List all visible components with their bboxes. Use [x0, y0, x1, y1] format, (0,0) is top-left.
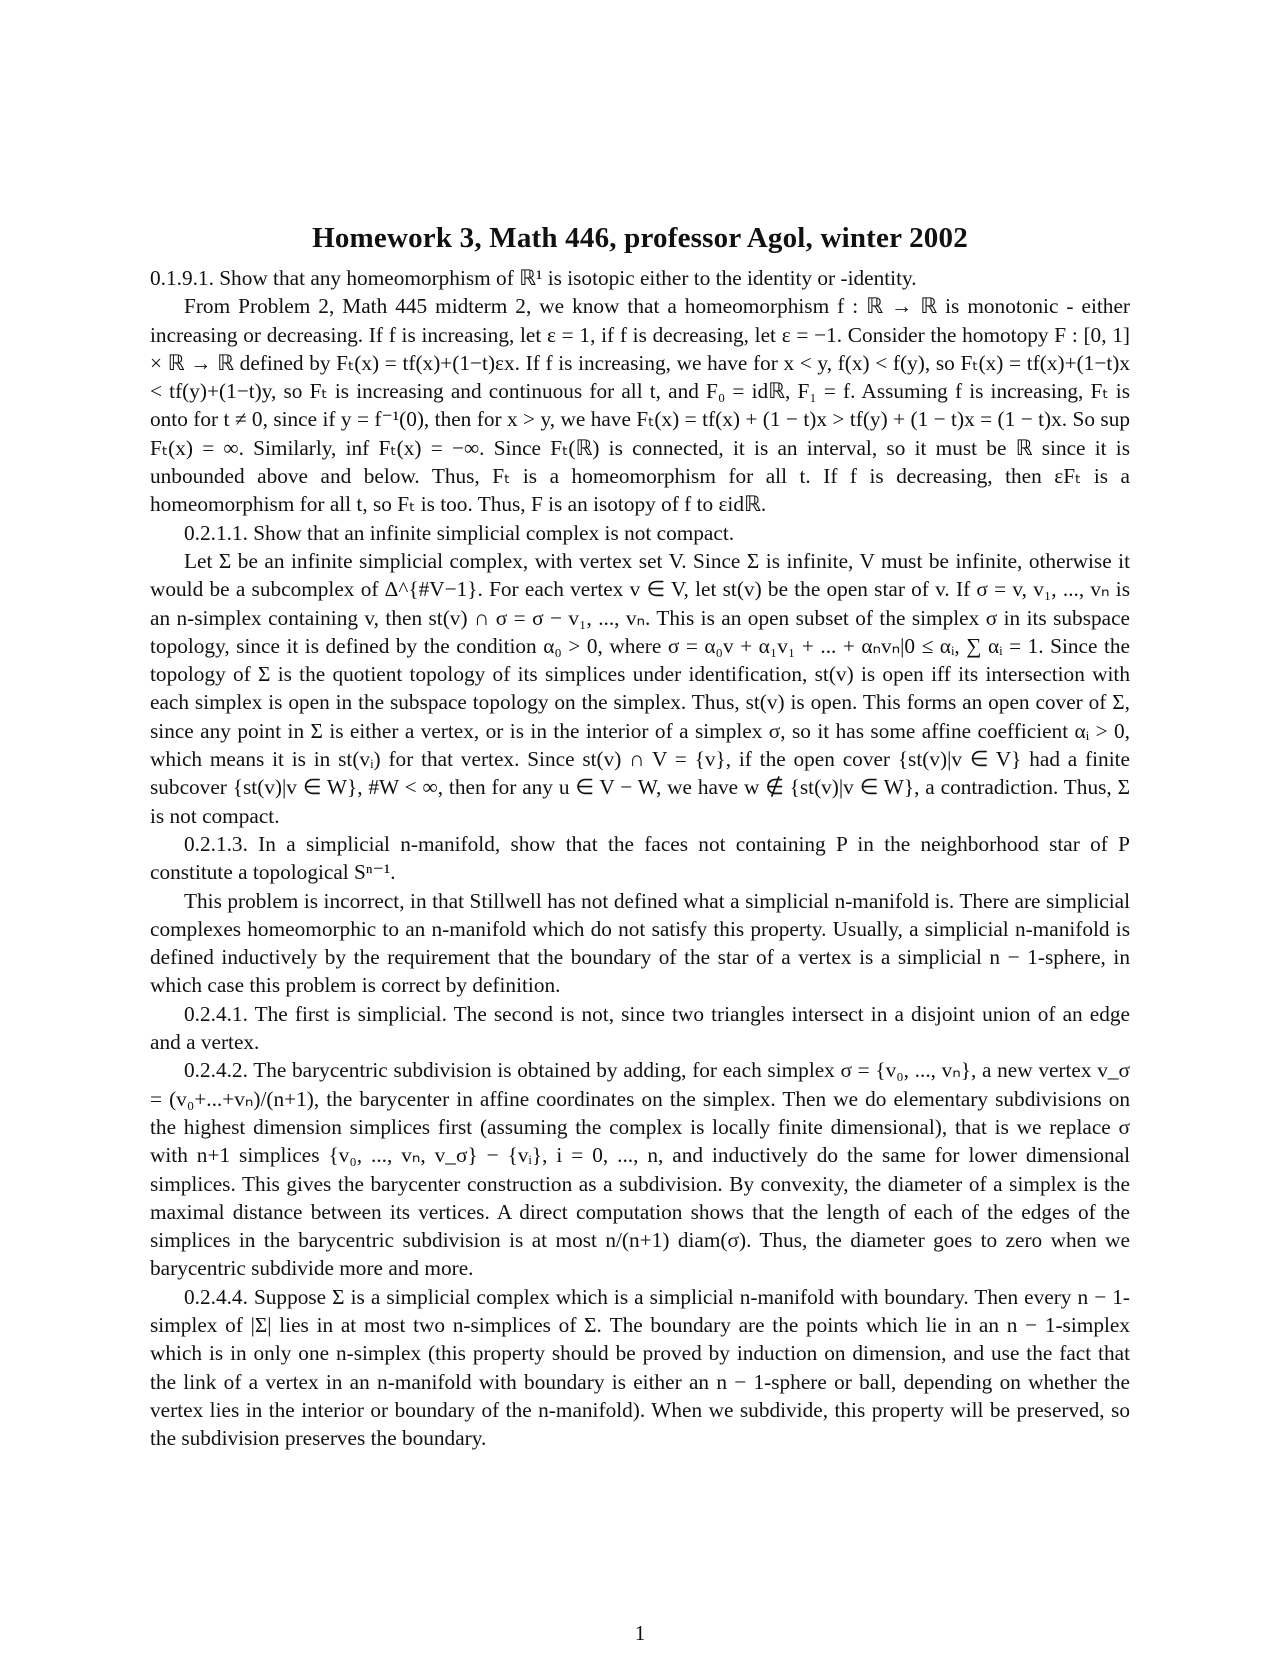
problem-0-2-4-2-solution: 0.2.4.2. The barycentric subdivision is obtained by adding, for each simplex σ = {v₀, ..., vₙ}, a new vertex v_σ = (v₀+...+vₙ)/(n+1), the barycenter in affine coordinates on the simplex. Then we do elementary subdivisions on the highest dimension simplices first (assuming the complex is locally finite dimensional), that is we replace σ with n+1 simplices {v₀, ..., vₙ, v_σ} − {vᵢ}, i = 0, ..., n, and inductively do the same for lower dimensional simplices. This gives the barycenter construction as a subdivision. By convexity, the diameter of a simplex is the maximal distance between its vertices. A direct computation shows that the length of each of the edges of the simplices in the barycentric subdivision is at most n/(n+1) diam(σ). Thus, the diameter goes to zero when we barycentric subdivide more and more.: [150, 1058, 1130, 1281]
problem-0-2-4-4-solution: 0.2.4.4. Suppose Σ is a simplicial complex which is a simplicial n-manifold with boundary. Then every n − 1-simplex of |Σ| lies in at most two n-simplices of Σ. The boundary are the points which lie in an n − 1-simplex which is in only one n-simplex (this property should be proved by induction on dimension, and use the fact that the link of a vertex in an n-manifold with boundary is either an n − 1-sphere or ball, depending on whether the vertex lies in the interior or boundary of the n-manifold). When we subdivide, this property will be preserved, so the subdivision preserves the boundary.: [150, 1284, 1130, 1451]
page-number: 1: [634, 1621, 646, 1645]
document-page: [150, 218, 1130, 1452]
problem-0-2-1-3-solution: This problem is incorrect, in that Stillwell has not defined what a simplicial n-manifold is. There are simplicial complexes homeomorphic to an n-manifold which do not satisfy this property. Usually, a simplicial n-manifold is defined inductively by the requirement that the boundary of the star of a vertex is a simplicial n − 1-sphere, in which case this problem is correct by definition.: [150, 888, 1130, 998]
document-title: Homework 3, Math 446, professor Agol, winter 2002: [312, 222, 968, 254]
problem-0-2-4-1-solution: 0.2.4.1. The first is simplicial. The second is not, since two triangles intersect in a disjoint union of an edge and a vertex.: [150, 1001, 1130, 1055]
problem-0-2-1-3-statement: 0.2.1.3. In a simplicial n-manifold, show that the faces not containing P in the neighborhood star of P constitute a topological Sⁿ⁻¹.: [150, 831, 1130, 885]
problem-0-1-9-1-solution: From Problem 2, Math 445 midterm 2, we know that a homeomorphism f : ℝ → ℝ is monotonic - either increasing or decreasing. If f is increasing, let ε = 1, if f is decreasing, let ε = −1. Consider the homotopy F : [0, 1] × ℝ → ℝ defined by Fₜ(x) = tf(x)+(1−t)εx. If f is increasing, we have for x < y, f(x) < f(y), so Fₜ(x) = tf(x)+(1−t)x < tf(y)+(1−t)y, so Fₜ is increasing and continuous for all t, and F₀ = idℝ, F₁ = f. Assuming f is increasing, Fₜ is onto for t ≠ 0, since if y = f⁻¹(0), then for x > y, we have Fₜ(x) = tf(x) + (1 − t)x > tf(y) + (1 − t)x = (1 − t)x. So sup Fₜ(x) = ∞. Similarly, inf Fₜ(x) = −∞. Since Fₜ(ℝ) is connected, it is an interval, so it must be ℝ since it is unbounded above and below. Thus, Fₜ is a homeomorphism for all t. If f is decreasing, then εFₜ is a homeomorphism for all t, so Fₜ is too. Thus, F is an isotopy of f to εidℝ.: [150, 294, 1130, 517]
problem-0-1-9-1-statement: 0.1.9.1. Show that any homeomorphism of ℝ¹ is isotopic either to the identity or -identity.: [150, 266, 917, 290]
problem-0-2-1-1-solution: Let Σ be an infinite simplicial complex, with vertex set V. Since Σ is infinite, V must be infinite, otherwise it would be a subcomplex of Δ^{#V−1}. For each vertex v ∈ V, let st(v) be the open star of v. If σ = v, v₁, ..., vₙ is an n-simplex containing v, then st(v) ∩ σ = σ − v₁, ..., vₙ. This is an open subset of the simplex σ in its subspace topology, since it is defined by the condition α₀ > 0, where σ = α₀v + α₁v₁ + ... + αₙvₙ|0 ≤ αᵢ, ∑ αᵢ = 1. Since the topology of Σ is the quotient topology of its simplices under identification, st(v) is open iff its intersection with each simplex is open in the subspace topology on the simplex. Thus, st(v) is open. This forms an open cover of Σ, since any point in Σ is either a vertex, or is in the interior of a simplex σ, so it has some affine coefficient αᵢ > 0, which means it is in st(vᵢ) for that vertex. Since st(v) ∩ V = {v}, if the open cover {st(v)|v ∈ V} had a finite subcover {st(v)|v ∈ W}, #W < ∞, then for any u ∈ V − W, we have w ∉ {st(v)|v ∈ W}, a contradiction. Thus, Σ is not compact.: [150, 548, 1130, 828]
problem-0-2-1-1-statement: 0.2.1.1. Show that an infinite simplicial complex is not compact.: [184, 520, 735, 545]
